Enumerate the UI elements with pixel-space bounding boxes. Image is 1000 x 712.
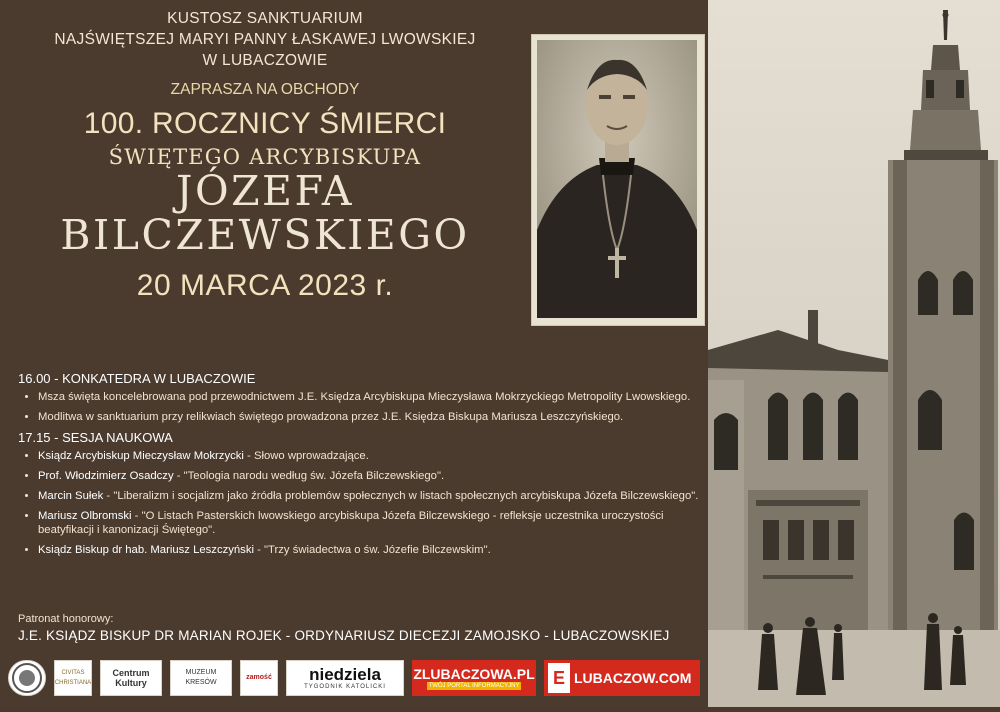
talk-title: - "Liberalizm i socjalizm jako źródła problemów społecznych w listach społecznych arcybiskupa Józefa Bilczewskiego". <box>103 490 699 502</box>
patronage-text: J.E. KSIĄDZ BISKUP DR MARIAN ROJEK - ORDYNARIUSZ DIECEZJI ZAMOJSKO - LUBACZOWSKIEJ <box>18 628 670 643</box>
centrum-kultury-text: Centrum Kultury <box>112 668 150 688</box>
list-item <box>38 509 708 537</box>
list-item: • Msza święta koncelebrowana pod przewodnictwem J.E. Księdza Arcybiskupa Mieczysława Mokrzyckiego Metropolity Lwowskiego. <box>38 390 708 404</box>
list-item <box>38 543 708 557</box>
saint-title: ŚWIĘTEGO ARCYBISKUPA <box>108 145 422 169</box>
radio-zamosc-logo <box>240 660 278 696</box>
host-line-1: KUSTOSZ SANKTUARIUM <box>167 10 363 27</box>
centrum-kultury-logo <box>100 660 162 696</box>
zlubaczowa-logo <box>412 660 536 696</box>
section-session: 17.15 - SESJA NAUKOWA <box>18 430 173 445</box>
list-item <box>38 469 708 483</box>
session-list <box>18 449 708 557</box>
niedziela-text: niedziela <box>309 664 381 684</box>
talk-title: - "O Listach Pasterskich lwowskiego arcybiskupa Józefa Bilczewskiego - refleksje uczestnika uroczystości beatyfikacji i kanonizacji Świętego". <box>38 510 664 536</box>
list-item <box>38 449 708 463</box>
sponsor-logos <box>8 660 698 698</box>
lubaczow-com-e: E <box>548 663 570 693</box>
mass-list <box>18 390 708 424</box>
name-last: BILCZEWSKIEGO <box>60 211 470 259</box>
radio-zamosc-text: zamość <box>246 674 272 681</box>
civitas-logo <box>54 660 92 696</box>
muzeum-kresow-text: MUZEUM KRESÓW <box>185 669 217 686</box>
seal-logo <box>8 660 46 696</box>
speaker-name: Prof. Włodzimierz Osadczy <box>38 470 174 482</box>
speaker-name: Marcin Sułek <box>38 490 104 502</box>
lubaczow-com-logo <box>544 660 700 696</box>
event-date: 20 MARCA 2023 r. <box>136 269 394 302</box>
zlubaczowa-text: ZLUBACZOWA.PL <box>413 666 535 682</box>
archbishop-portrait <box>537 40 697 318</box>
section-mass: 16.00 - KONKATEDRA W LUBACZOWIE <box>18 371 256 386</box>
niedziela-logo <box>286 660 404 696</box>
host-line-3: W LUBACZOWIE <box>202 52 328 69</box>
talk-title: - Słowo wprowadzające. <box>243 450 369 462</box>
talk-title: - "Teologia narodu według św. Józefa Bilczewskiego". <box>173 470 445 482</box>
cathedral-illustration <box>708 0 1000 707</box>
muzeum-kresow-logo <box>170 660 232 696</box>
invite-text: ZAPRASZA NA OBCHODY <box>170 81 360 98</box>
civitas-logo-text: CIVITAS CHRISTIANA <box>54 670 92 686</box>
speaker-name: Mariusz Olbromski <box>38 510 132 522</box>
talk-title: - "Trzy świadectwa o św. Józefie Bilczewskim". <box>253 544 491 556</box>
patronage-label: Patronat honorowy: <box>18 613 114 625</box>
list-item: • Modlitwa w sanktuarium przy relikwiach świętego prowadzona przez J.E. Księdza Biskupa Mariusza Leszczyńskiego. <box>38 410 708 424</box>
list-item <box>38 489 708 503</box>
host-line-2: NAJŚWIĘTSZEJ MARYI PANNY ŁASKAWEJ LWOWSKIEJ <box>54 31 476 48</box>
speaker-name: Ksiądz Biskup dr hab. Mariusz Leszczyński <box>38 544 254 556</box>
lubaczow-com-text: LUBACZOW.COM <box>574 670 692 686</box>
anniversary-title: 100. ROCZNICY ŚMIERCI <box>83 107 447 140</box>
poster-header <box>0 8 530 303</box>
zlubaczowa-sub: TWÓJ PORTAL INFORMACYJNY <box>428 683 520 689</box>
niedziela-sub: TYGODNIK KATOLICKI <box>304 683 386 690</box>
name-first: JÓZEFA <box>176 167 354 215</box>
program <box>18 371 708 563</box>
speaker-name: Ksiądz Arcybiskup Mieczysław Mokrzycki <box>38 450 244 462</box>
